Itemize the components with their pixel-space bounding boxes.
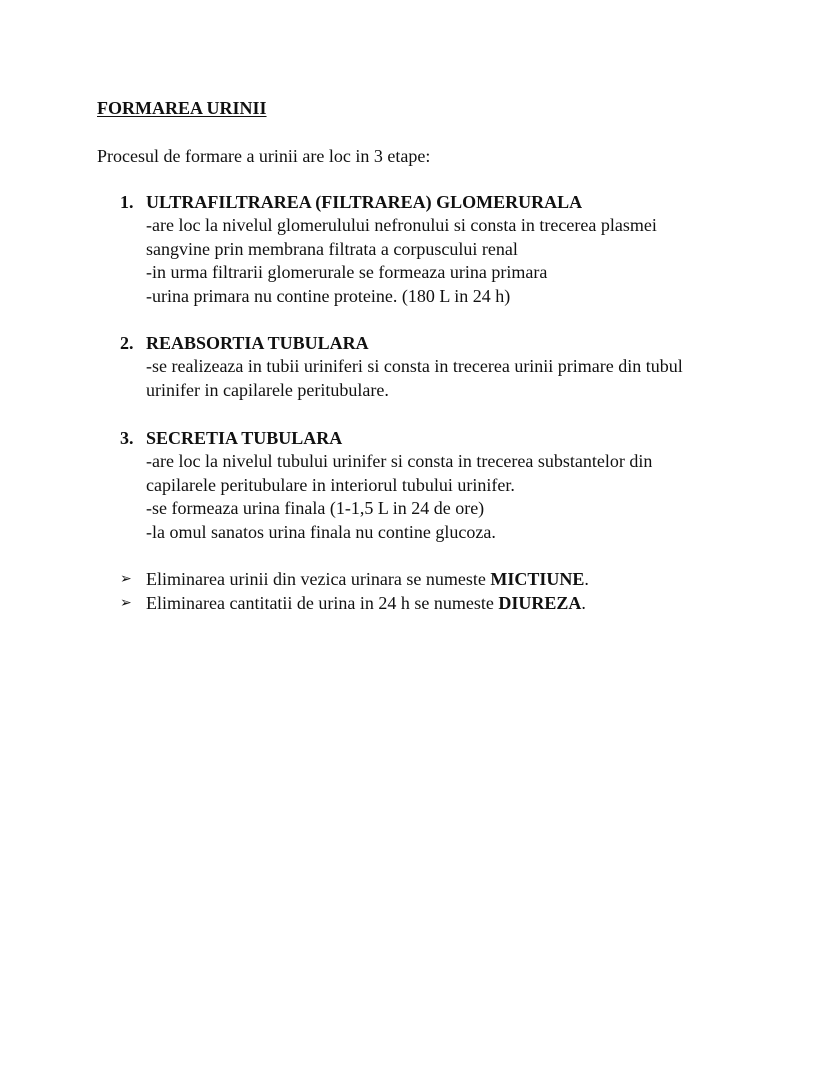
- summary-bullets: [120, 567, 800, 615]
- step-line: urinifer in capilarele peritubulare.: [146, 379, 389, 400]
- step-2: [120, 331, 800, 402]
- bullet-item: [120, 567, 800, 591]
- step-heading: SECRETIA TUBULARA: [146, 428, 343, 448]
- step-line: -are loc la nivelul glomerulului nefronului si consta in trecerea plasmei: [146, 215, 657, 235]
- step-3: [120, 426, 800, 544]
- step-number: 1.: [120, 192, 134, 212]
- bullet-end: .: [581, 593, 586, 613]
- step-line: capilarele peritubulare in interiorul tubului urinifer.: [146, 474, 515, 495]
- step-1: [120, 190, 800, 308]
- bullet-term: MICTIUNE: [490, 569, 585, 589]
- arrow-bullet-icon: ➢: [120, 595, 132, 611]
- intro-text: Procesul de formare a urinii are loc in 3 etape:: [97, 146, 431, 166]
- bullet-text: Eliminarea urinii din vezica urinara se numeste: [146, 569, 491, 589]
- step-number: 2.: [120, 333, 134, 353]
- arrow-bullet-icon: ➢: [120, 571, 132, 587]
- bullet-term: DIUREZA: [498, 593, 582, 613]
- bullet-text: Eliminarea cantitatii de urina in 24 h se numeste: [146, 593, 499, 613]
- step-number: 3.: [120, 428, 134, 448]
- step-line: -se realizeaza in tubii uriniferi si consta in trecerea urinii primare din tubul: [146, 356, 683, 376]
- step-heading: ULTRAFILTRAREA (FILTRAREA) GLOMERURALA: [146, 192, 583, 212]
- document-title: FORMAREA URINII: [97, 98, 267, 118]
- step-line: -la omul sanatos urina finala nu contine glucoza.: [146, 521, 496, 542]
- step-line: -in urma filtrarii glomerurale se formeaza urina primara: [146, 262, 548, 282]
- bullet-item: [120, 591, 800, 615]
- step-line: -urina primara nu contine proteine. (180 L in 24 h): [146, 285, 511, 306]
- step-heading: REABSORTIA TUBULARA: [146, 333, 369, 353]
- step-line: -are loc la nivelul tubului urinifer si consta in trecerea substantelor din: [146, 451, 653, 471]
- step-line: -se formeaza urina finala (1-1,5 L in 24 de ore): [146, 498, 485, 518]
- bullet-end: .: [584, 569, 589, 589]
- step-line: sangvine prin membrana filtrata a corpuscului renal: [146, 238, 518, 259]
